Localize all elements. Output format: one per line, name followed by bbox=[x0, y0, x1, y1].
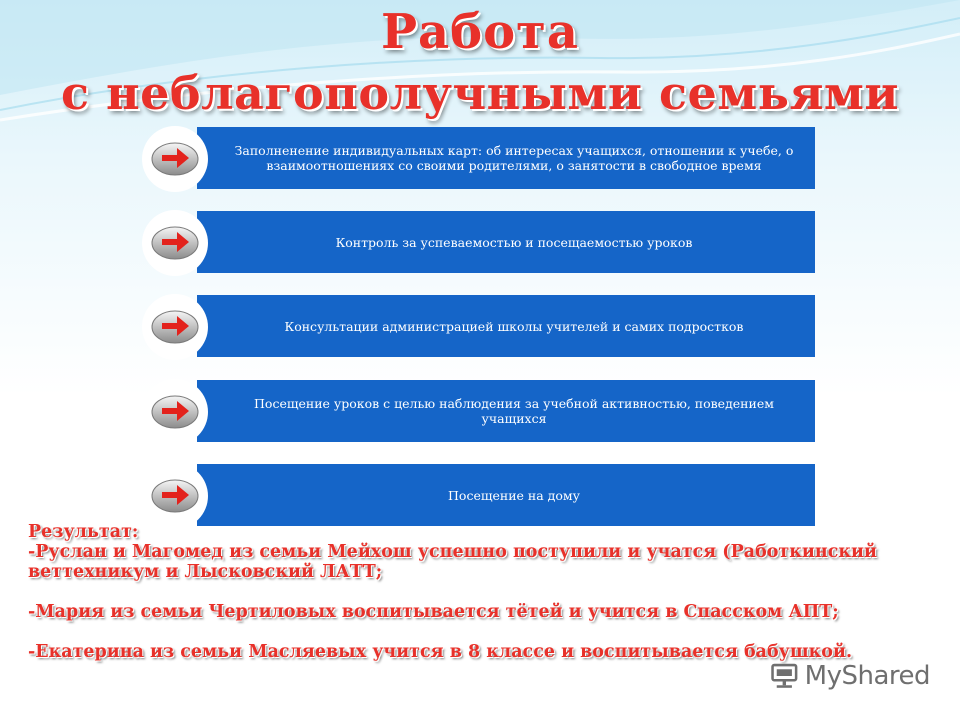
red-arrow-icon bbox=[150, 391, 200, 431]
result-heading: Результат: bbox=[28, 522, 139, 542]
red-arrow-icon bbox=[150, 222, 200, 262]
list-item-bar bbox=[197, 295, 815, 357]
result-line-1: -Руслан и Магомед из семьи Мейхош успешно поступили и учатся (Работкинский веттехникум и Лысковский ЛАТТ; bbox=[28, 542, 877, 582]
list-item bbox=[142, 126, 815, 190]
list-item bbox=[142, 379, 815, 443]
list-item-text: Посещение уроков с целью наблюдения за учебной активностью, поведением учащихся bbox=[254, 396, 774, 426]
page-title-line-2: с неблагополучными семьями bbox=[60, 66, 900, 120]
spacer bbox=[28, 582, 938, 602]
arrow-disc bbox=[142, 294, 208, 360]
arrow-disc bbox=[142, 126, 208, 192]
myshared-logo bbox=[770, 656, 930, 696]
logo-text: MyShared bbox=[804, 661, 930, 691]
result-block bbox=[28, 522, 938, 662]
list-item-text: Посещение на дому bbox=[448, 487, 580, 503]
spacer bbox=[28, 622, 938, 642]
list-item-bar bbox=[197, 380, 815, 442]
red-arrow-icon bbox=[150, 475, 200, 515]
list-item bbox=[142, 294, 815, 358]
red-arrow-icon bbox=[150, 306, 200, 346]
list-item-bar bbox=[197, 464, 815, 526]
list-item-bar bbox=[197, 211, 815, 273]
result-line-3: -Екатерина из семьи Масляевых учится в 8 классе и воспитывается бабушкой. bbox=[28, 642, 853, 662]
list-item-text: Контроль за успеваемостью и посещаемостью уроков bbox=[335, 234, 693, 250]
result-line-2: -Мария из семьи Чертиловых воспитывается тётей и учится в Спасском АПТ; bbox=[28, 602, 839, 622]
arrow-disc bbox=[142, 210, 208, 276]
presentation-board-icon bbox=[770, 659, 799, 693]
list-item-text: Заполненение индивидуальных карт: об интересах учащихся, отношении к учебе, о взаимоотношениях со своими родителями, о занятости в свободное время bbox=[234, 143, 794, 173]
arrow-disc bbox=[142, 463, 208, 529]
list-item-text: Консультации администрацией школы учителей и самих подростков bbox=[284, 318, 744, 334]
list-item-bar bbox=[197, 127, 815, 189]
red-arrow-icon bbox=[150, 138, 200, 178]
page-title-line-1: Работа bbox=[380, 4, 580, 60]
list-item bbox=[142, 210, 815, 274]
list-item bbox=[142, 463, 815, 527]
arrow-disc bbox=[142, 379, 208, 445]
